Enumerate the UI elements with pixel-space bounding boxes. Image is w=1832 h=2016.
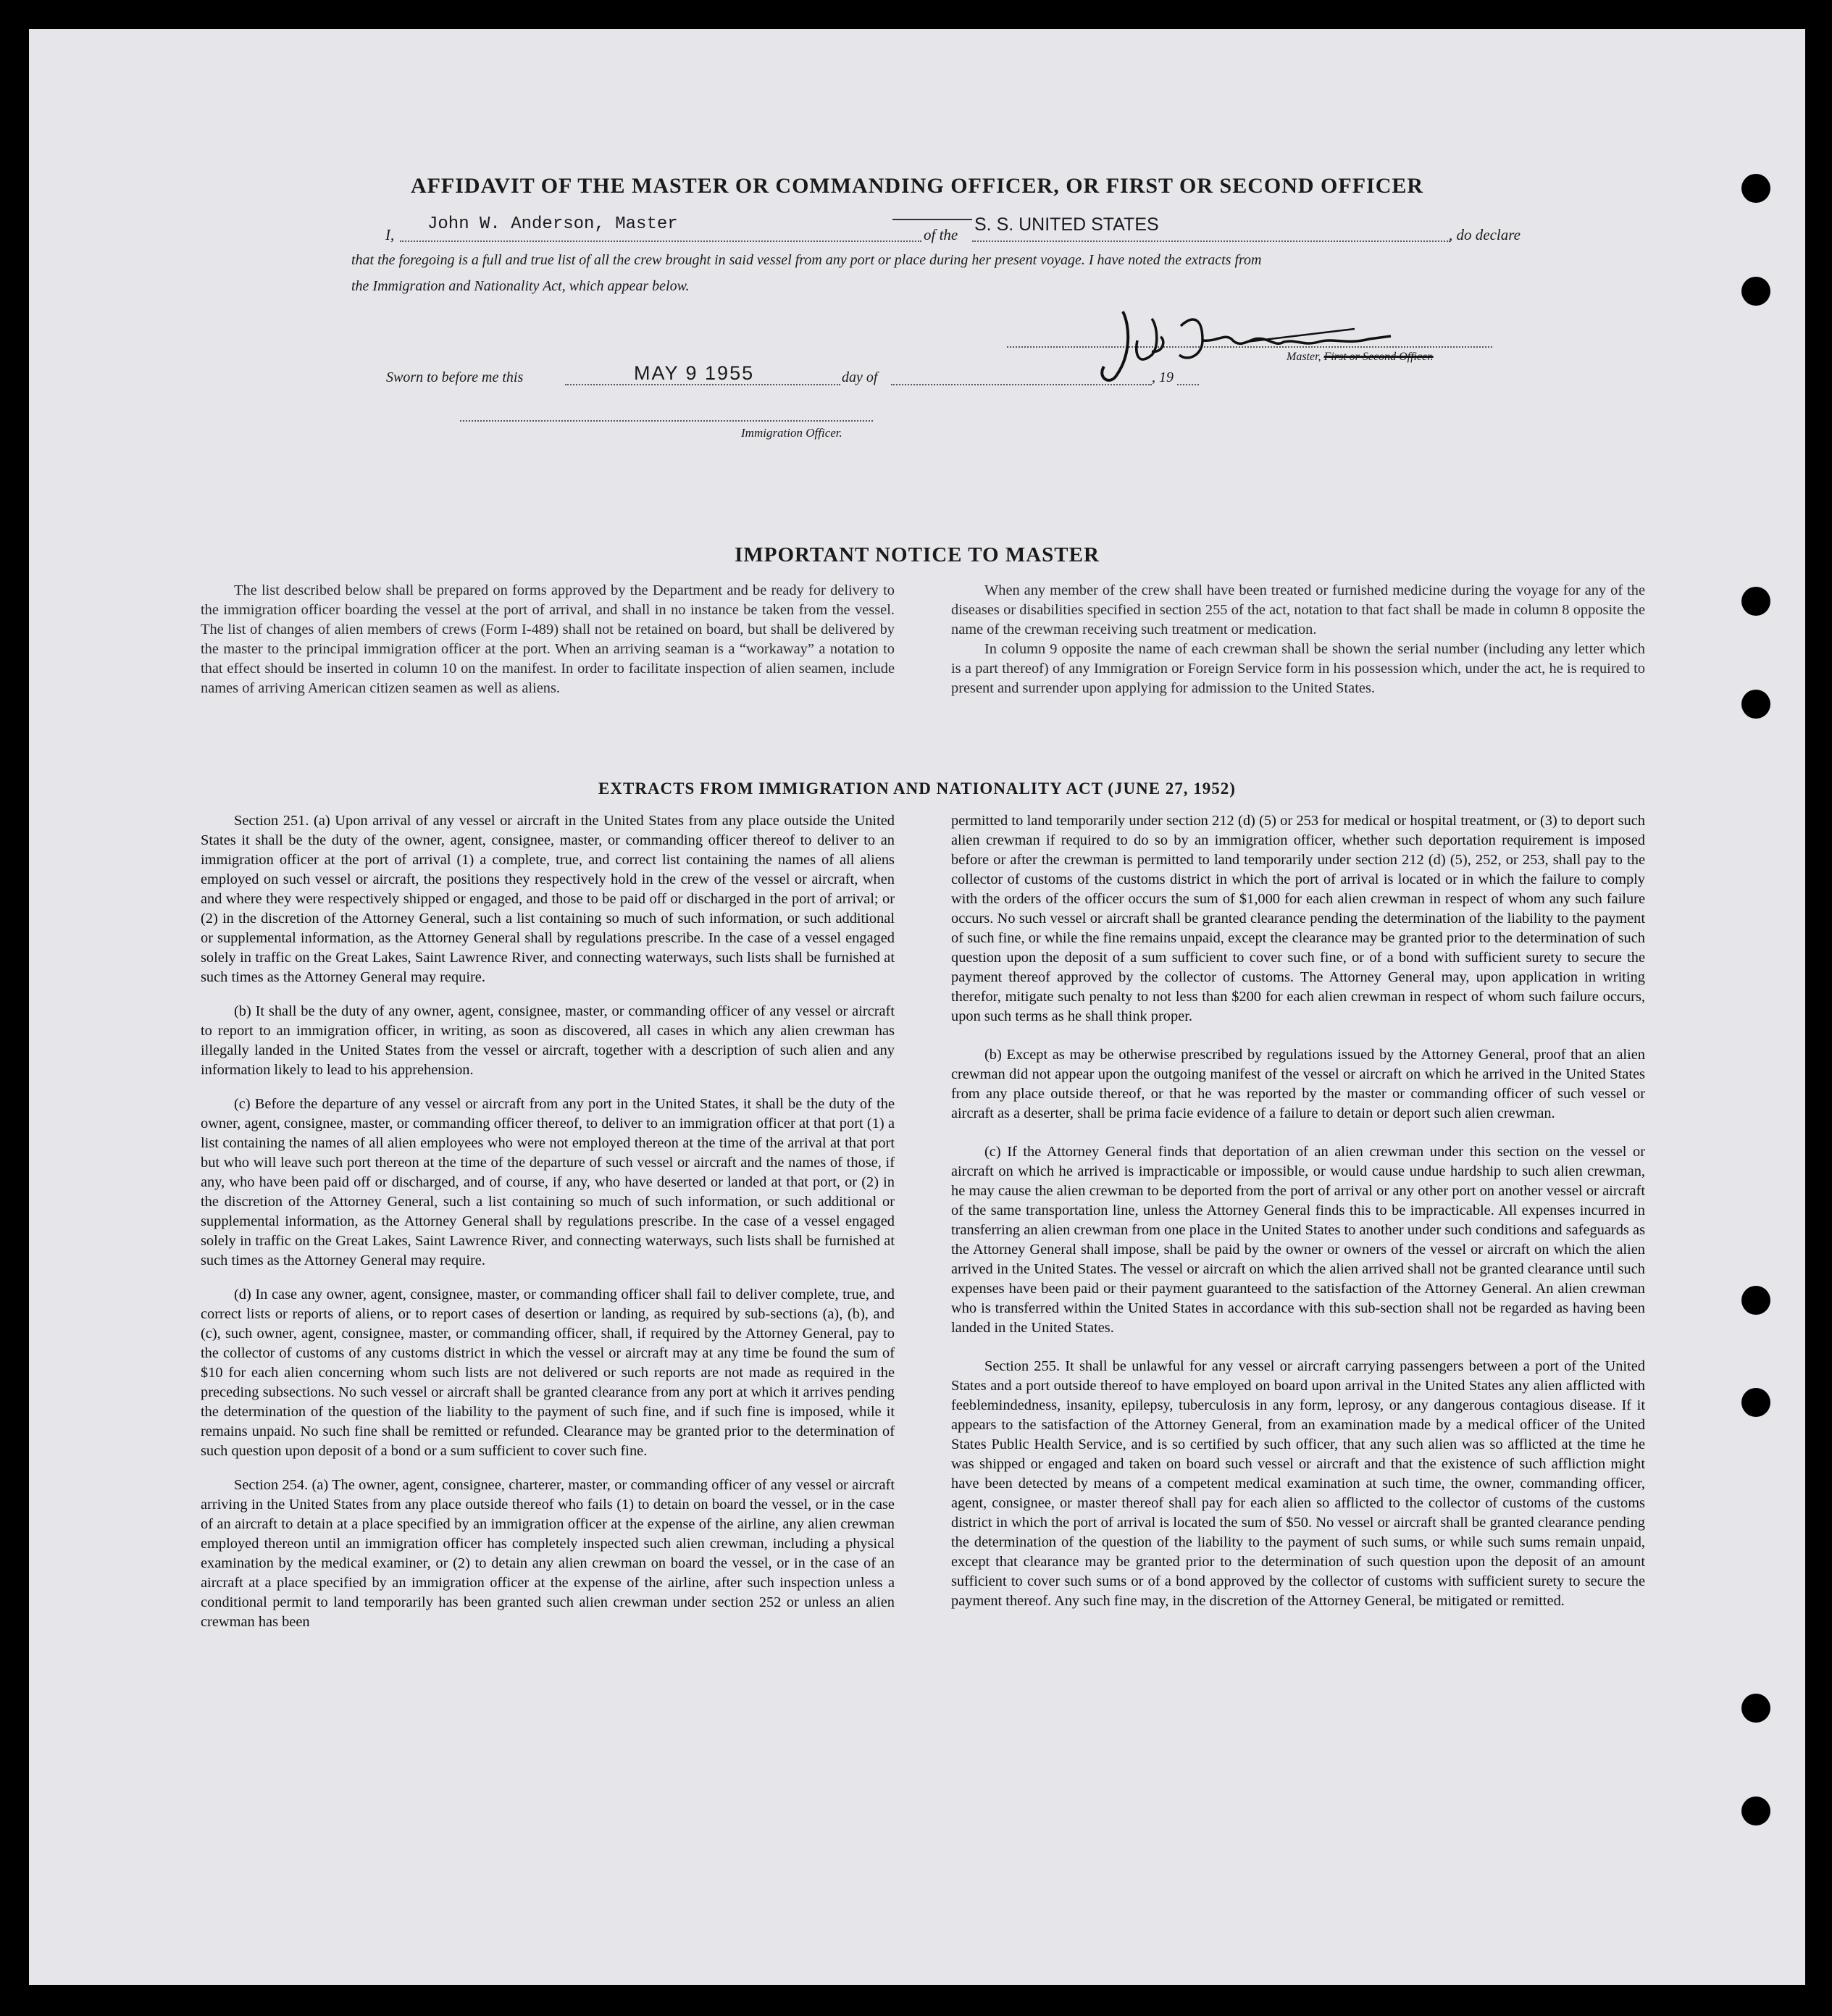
immigration-officer-label: Immigration Officer.	[741, 426, 842, 440]
name-line	[400, 241, 921, 242]
notice-right-paragraph-2: In column 9 opposite the name of each crewman shall be shown the serial number (including any letter which is a part thereof) of any Immigration or Foreign Service form in his possession which, under the act, he is required to present and surrender upon applying for admission to the United States.	[951, 641, 1645, 696]
document-page	[29, 29, 1805, 1985]
extract-left-section-251b: (b) It shall be the duty of any owner, agent, consignee, master, or commanding officer of any vessel or aircraft to report to an immigration officer, in writing, as soon as discovered, all cases in which any alien crewman has illegally landed in the United States from the vessel or aircraft, together with a description of such alien and any information likely to lead to his apprehension.	[201, 1003, 895, 1078]
i-label: I,	[385, 226, 395, 243]
statement-line-2: the Immigration and Nationality Act, which appear below.	[351, 278, 690, 294]
binder-hole	[1741, 1797, 1770, 1825]
sworn-date-value: MAY 9 1955	[634, 362, 755, 384]
master-label	[1287, 351, 1434, 364]
extract-left-section-251c: (c) Before the departure of any vessel or aircraft from any port in the United States, it shall be the duty of the owner, agent, consignee, master, or commanding officer thereof, to deliver to an immigration officer at that port (1) a list containing the names of all alien employees who were not employed thereon at the time of the arrival at that port but who will leave such port thereon at the time of the departure of such vessel or aircraft and the names of those, if any, who have been paid off or discharged, and of course, if any, who have deserted or landed at that port, or (2) in the discretion of the Attorney General, such a list containing so much of such information, or such additional or supplemental information, as the Attorney General shall by regulations prescribe. In the case of a vessel engaged solely in traffic on the Great Lakes, Saint Lawrence River, and connecting waterways, such lists shall be furnished at such times as the Attorney General may require.	[201, 1096, 895, 1268]
extract-right-section-254b: (b) Except as may be otherwise prescribed by regulations issued by the Attorney General, proof that an alien crewman did not appear upon the outgoing manifest of the vessel or aircraft on which he arrived in the United States from any place outside thereof, or that he was reported by the master or commanding officer of such vessel or aircraft as a deserter, shall be prima facie evidence of a failure to detain or deport such alien crewman.	[951, 1047, 1645, 1121]
notice-right-paragraph-1: When any member of the crew shall have been treated or furnished medicine during the voyage for any of the diseases or disabilities specified in section 255 of the act, notation to that fact shall be made in column 8 opposite the name of the crewman receiving such treatment or medication.	[951, 582, 1645, 637]
binder-hole	[1741, 690, 1770, 719]
title-divider	[892, 219, 972, 220]
sworn-label: Sworn to before me this	[386, 369, 524, 385]
binder-hole	[1741, 277, 1770, 306]
struck-officer-text: First or Second Officer.	[1323, 351, 1434, 363]
master-text: Master,	[1287, 351, 1321, 363]
of-the-label: of the	[924, 226, 958, 243]
statement-line-1: that the foregoing is a full and true list of all the crew brought in said vessel from any port or place during her present voyage. I have noted the extracts from	[351, 252, 1262, 268]
year-label: , 19	[1152, 369, 1174, 385]
extracts-title: EXTRACTS FROM IMMIGRATION AND NATIONALITY ACT (JUNE 27, 1952)	[598, 779, 1236, 798]
extract-left-section-251a: Section 251. (a) Upon arrival of any vessel or aircraft in the United States from any place outside the United States it shall be the duty of the owner, agent, consignee, master, or commanding officer thereof to deliver to an immigration officer at the port of arrival (1) a complete, true, and correct list containing the names of all aliens employed on such vessel or aircraft, the positions they respectively hold in the crew of the vessel or aircraft, when and where they were respectively shipped or engaged, and those to be paid off or discharged in the port of arrival; or (2) in the discretion of the Attorney General, such a list containing so much of such information, or such additional or supplemental information, as the Attorney General shall by regulations prescribe. In the case of a vessel engaged solely in traffic on the Great Lakes, Saint Lawrence River, and connecting waterways, such lists shall be furnished at such times as the Attorney General may require.	[201, 813, 895, 985]
extracts-left-column	[201, 811, 895, 1647]
notice-left-paragraph: The list described below shall be prepared on forms approved by the Department and be ready for delivery to the immigration officer boarding the vessel at the port of arrival, and shall in no instance be taken from the vessel. The list of changes of alien members of crews (Form I-489) shall not be retained on board, but shall be delivered by the master to the principal immigration officer at the port. When an arriving seaman is a “workaway” a notation to that effect should be inserted in column 10 on the manifest. In order to facilitate inspection of alien seamen, include names of arriving American citizen seamen as well as aliens.	[201, 582, 895, 696]
notice-right-column	[951, 581, 1645, 698]
binder-hole	[1741, 1388, 1770, 1417]
notice-title: IMPORTANT NOTICE TO MASTER	[735, 543, 1100, 566]
year-line	[1177, 384, 1199, 385]
name-value: John W. Anderson, Master	[427, 214, 678, 234]
do-declare-label: , do declare	[1449, 226, 1521, 243]
binder-hole	[1741, 1286, 1770, 1315]
extracts-right-column	[951, 811, 1645, 1626]
extract-left-section-251d: (d) In case any owner, agent, consignee, master, or commanding officer shall fail to deliver complete, true, and correct lists or reports of aliens, or to report cases of desertion or landing, as required by sub-sections (a), (b), and (c), such owner, agent, consignee, master, or commanding officer, shall, if required by the Attorney General, pay to the collector of customs of any customs district in which the vessel or aircraft may at any time be found the sum of $10 for each alien concerning whom such lists are not delivered or such reports are not made as required in the preceding subsections. No such vessel or aircraft shall be granted clearance from any port at which it arrives pending the determination of the question of the liability to the payment of such fine, and if such fine is imposed, while it remains unpaid. No such fine shall be remitted or refunded. Clearance may be granted prior to the determination of such question upon deposit of a bond or a sum sufficient to cover such fine.	[201, 1287, 895, 1459]
binder-hole	[1741, 1694, 1770, 1723]
notice-left-column	[201, 581, 895, 698]
extract-left-section-254a: Section 254. (a) The owner, agent, consignee, charterer, master, or commanding officer of any vessel or aircraft arriving in the United States from any place outside thereof who fails (1) to detain on board the vessel, or in the case of an aircraft to detain at a place specified by an immigration officer at the expense of the airline, any alien crewman employed thereon until an immigration officer has completely inspected such alien crewman, including a physical examination by the medical examiner, or (2) to detain any alien crewman on board the vessel, or in the case of an aircraft at a place specified by an immigration officer at the expense of the airline, after such inspection unless a conditional permit to land temporarily has been granted such alien crewman under section 252 or unless an alien crewman has been	[201, 1477, 895, 1630]
affidavit-title: AFFIDAVIT OF THE MASTER OR COMMANDING OFFICER, OR FIRST OR SECOND OFFICER	[410, 174, 1424, 198]
day-of-label: day of	[842, 369, 878, 385]
extract-right-section-254a-cont: permitted to land temporarily under section 212 (d) (5) or 253 for medical or hospital treatment, or (3) to deport such alien crewman if required to do so by an immigration officer, whether such deportation requirement is imposed before or after the crewman is permitted to land temporarily under section 212 (d) (5), 252, or 253, shall pay to the collector of customs of the customs district in which the port of arrival is located or in which the failure to comply with the orders of the officer occurs the sum of $1,000 for each alien crewman in respect of whom any such failure occurs. No such vessel or aircraft shall be granted clearance pending the determination of the liability to the payment of such fine, or while the fine remains unpaid, except the clearance may be granted prior to the determination of such question upon the deposit of a sum sufficient to cover such fine, or of a bond with sufficient surety to secure the payment thereof approved by the collector of customs. The Attorney General may, upon application in writing therefor, mitigate such penalty to not less than $200 for each alien crewman in respect of whom such failure occurs, upon such terms as he shall think proper.	[951, 813, 1645, 1024]
vessel-value: S. S. UNITED STATES	[974, 214, 1159, 235]
immigration-officer-line	[460, 420, 873, 422]
extract-right-section-254c: (c) If the Attorney General finds that deportation of an alien crewman under this section on the vessel or aircraft on which he arrived is impracticable or impossible, or would cause undue hardship to such alien crewman, he may cause the alien crewman to be deported from the port of arrival or any other port on another vessel or aircraft of the same transportation line, unless the Attorney General finds this to be impracticable. All expenses incurred in transferring an alien crewman from one place in the United States to another under such conditions and safeguards as the Attorney General shall impose, shall be paid by the owner or owners of the vessel or aircraft on which the alien arrived in the United States. The vessel or aircraft on which the alien arrived shall not be granted clearance until such expenses have been paid or their payment guaranteed to the satisfaction of the Attorney General. An alien crewman who is transferred within the United States in accordance with this sub-section shall not be regarded as having been landed in the United States.	[951, 1144, 1645, 1336]
binder-hole	[1741, 587, 1770, 616]
vessel-line	[972, 241, 1450, 242]
extract-right-section-255: Section 255. It shall be unlawful for any vessel or aircraft carrying passengers between a port of the United States and a port outside thereof to have employed on board upon arrival in the United States any alien afflicted with feeblemindedness, insanity, epilepsy, tuberculosis in any form, leprosy, or any dangerous contagious disease. If it appears to the satisfaction of the Attorney General, from an examination made by a medical officer of the United States Public Health Service, and is so certified by such officer, that any such alien was so afflicted at the time he was shipped or engaged and taken on board such vessel or aircraft and that the existence of such affliction might have been detected by means of a competent medical examination at such time, the owner, commanding officer, agent, consignee, or master thereof shall pay for each alien so afflicted to the collector of customs of the customs district in which the port of arrival is located the sum of $50. No vessel or aircraft shall be granted clearance pending the determination of the question of the liability to the payment of such sums, or while such sums remain unpaid, except that clearance may be granted prior to the determination of such question upon the deposit of an amount sufficient to cover such sums or of a bond approved by the collector of customs with sufficient surety to secure the payment thereof. Any such fine may, in the discretion of the Attorney General, be mitigated or remitted.	[951, 1358, 1645, 1609]
month-line	[891, 384, 1152, 385]
signature	[1094, 297, 1398, 391]
